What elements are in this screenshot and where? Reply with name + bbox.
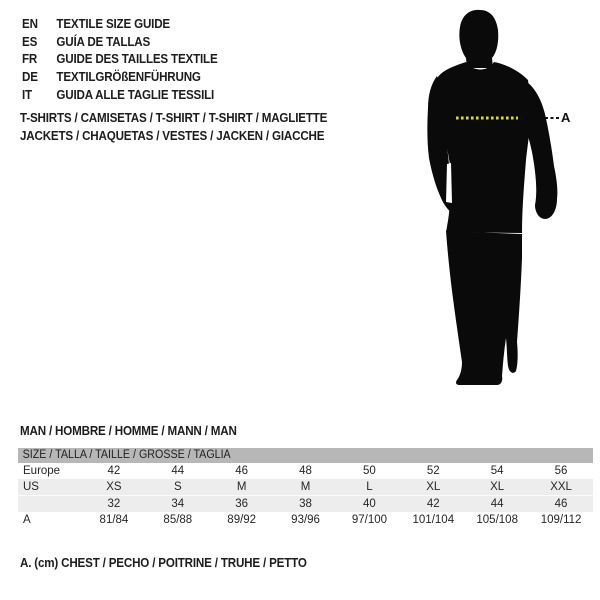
- size-cell: 36: [210, 496, 274, 513]
- category-line-jackets: JACKETS / CHAQUETAS / VESTES / JACKEN / GIACCHE: [20, 128, 325, 143]
- language-list: [22, 16, 218, 105]
- size-cell: 40: [338, 496, 402, 513]
- size-cell: XS: [82, 479, 146, 496]
- size-cell: 101/104: [412, 514, 455, 526]
- size-table-row: [18, 479, 593, 496]
- language-label: TEXTILE SIZE GUIDE: [56, 17, 170, 31]
- language-label: GUIDA ALLE TAGLIE TESSILI: [56, 87, 215, 102]
- size-cell: 89/92: [227, 514, 257, 526]
- size-row-label: US: [18, 479, 82, 496]
- language-row-de: [22, 69, 218, 87]
- man-silhouette-svg: [410, 0, 590, 400]
- arm-body-gap: [446, 163, 452, 203]
- language-label: GUIDE DES TAILLES TEXTILE: [56, 52, 218, 67]
- language-code: EN: [22, 17, 38, 31]
- language-code: ES: [22, 34, 38, 49]
- man-silhouette-figure: [410, 0, 590, 400]
- size-cell: 52: [426, 465, 440, 477]
- size-cell: 32: [82, 496, 146, 513]
- size-cell: 44: [465, 496, 529, 513]
- size-cell: 85/88: [163, 514, 193, 526]
- size-cell: 42: [107, 465, 121, 477]
- size-row-label: A: [23, 514, 31, 526]
- measurement-footnote: A. (cm) CHEST / PECHO / POITRINE / TRUHE / PETTO: [20, 556, 307, 570]
- head-shape: [459, 10, 498, 68]
- language-label: GUÍA DE TALLAS: [56, 34, 151, 49]
- size-cell: 48: [299, 465, 312, 477]
- language-code: FR: [22, 52, 38, 67]
- size-table-body: [18, 463, 593, 528]
- size-row-label: Europe: [23, 465, 61, 477]
- size-cell: 44: [171, 465, 185, 477]
- size-cell: 97/100: [351, 514, 388, 526]
- category-line-tshirts: T-SHIRTS / CAMISETAS / T-SHIRT / T-SHIRT / MAGLIETTE: [20, 111, 328, 125]
- size-cell: 38: [274, 496, 338, 513]
- size-table-row: [18, 512, 593, 528]
- section-title-man: MAN / HOMBRE / HOMME / MANN / MAN: [20, 424, 237, 438]
- size-cell: XXL: [529, 479, 593, 496]
- size-cell: 109/112: [540, 514, 582, 526]
- language-code: DE: [22, 70, 38, 85]
- size-cell: XL: [401, 479, 465, 496]
- size-cell: 34: [146, 496, 210, 513]
- size-row-label: [18, 496, 82, 513]
- size-cell: 42: [401, 496, 465, 513]
- size-table: [18, 463, 593, 528]
- size-cell: M: [210, 479, 274, 496]
- language-row-it: [22, 87, 218, 105]
- size-cell: M: [274, 479, 338, 496]
- size-cell: 56: [554, 465, 568, 477]
- size-cell: L: [338, 479, 402, 496]
- size-cell: 54: [490, 465, 504, 477]
- size-table-header-label: SIZE / TALLA / TAILLE / GRÖSSE / TAGLIA: [22, 449, 231, 461]
- size-table-row: [18, 463, 593, 479]
- language-code: IT: [22, 87, 32, 102]
- language-row-en: [22, 16, 218, 34]
- language-row-es: [22, 34, 218, 52]
- measure-label-a: A: [561, 110, 571, 125]
- size-cell: XL: [465, 479, 529, 496]
- size-cell: S: [146, 479, 210, 496]
- size-cell: 50: [363, 465, 376, 477]
- size-cell: 105/108: [476, 514, 518, 526]
- legs-shape: [446, 231, 522, 385]
- language-row-fr: [22, 51, 218, 69]
- size-cell: 93/96: [291, 514, 320, 526]
- size-cell: 46: [235, 465, 249, 477]
- category-titles: [20, 110, 327, 145]
- size-cell: 46: [529, 496, 593, 513]
- size-table-row: [18, 496, 593, 513]
- size-cell: 81/84: [99, 514, 129, 526]
- size-table-header: [18, 448, 593, 463]
- language-label: TEXTILGRÖßENFÜHRUNG: [56, 70, 201, 85]
